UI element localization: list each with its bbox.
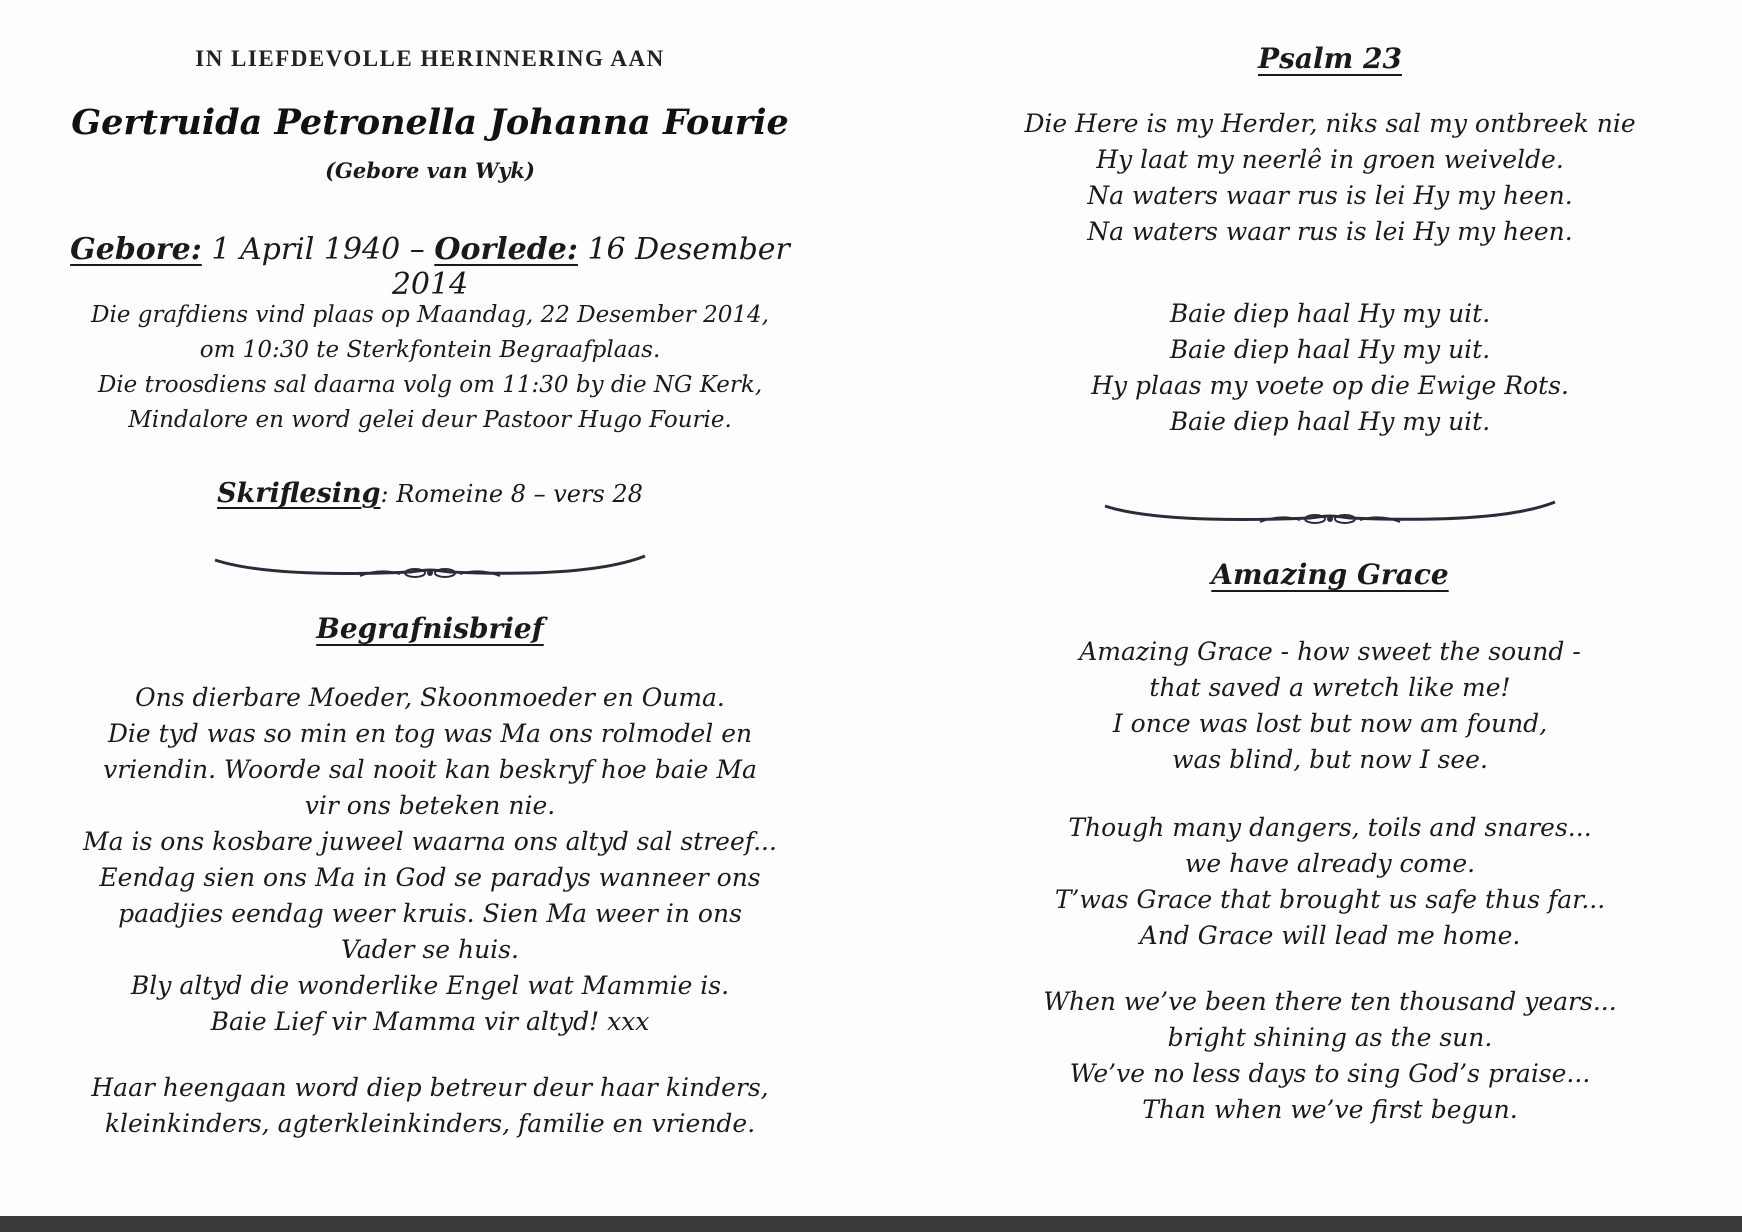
- letter-line: Eendag sien ons Ma in God se paradys wanneer ons: [99, 863, 761, 892]
- letter-line: Baie Lief vir Mamma vir altyd! xxx: [210, 1007, 650, 1036]
- verse-line: Though many dangers, toils and snares...: [1068, 813, 1592, 842]
- flourish-divider-icon: [960, 494, 1700, 534]
- died-date: 16 Desember 2014: [391, 232, 790, 302]
- verse-line: bright shining as the sun.: [1167, 1023, 1493, 1052]
- scan-edge: [0, 1216, 1742, 1232]
- date-dash: –: [409, 232, 425, 267]
- verse-line: We’ve no less days to sing God’s praise...: [1069, 1059, 1591, 1088]
- service-line: Die grafdiens vind plaas op Maandag, 22 Desember 2014,: [91, 302, 769, 328]
- grace-verse-3: [960, 984, 1700, 1128]
- verse-line: Na waters waar rus is lei Hy my heen.: [1087, 181, 1573, 210]
- psalm-verse-2: [960, 296, 1700, 440]
- letter-line: vir ons beteken nie.: [304, 791, 556, 820]
- verse-line: Na waters waar rus is lei Hy my heen.: [1087, 217, 1573, 246]
- verse-line: we have already come.: [1184, 849, 1476, 878]
- verse-line: that saved a wretch like me!: [1149, 673, 1511, 702]
- letter-line: vriendin. Woorde sal nooit kan beskryf hoe baie Ma: [103, 755, 757, 784]
- service-line: Die troosdiens sal daarna volg om 11:30 by die NG Kerk,: [97, 372, 763, 398]
- verse-line: Baie diep haal Hy my uit.: [1169, 335, 1491, 364]
- verse-line: And Grace will lead me home.: [1139, 921, 1521, 950]
- letter-line: paadjies eendag weer kruis. Sien Ma weer in ons: [118, 899, 742, 928]
- closing-line: Haar heengaan word diep betreur deur haar kinders,: [91, 1073, 769, 1102]
- verse-line: Amazing Grace - how sweet the sound -: [1079, 637, 1581, 666]
- service-line: om 10:30 te Sterkfontein Begraafplaas.: [199, 337, 661, 363]
- closing-line: kleinkinders, agterkleinkinders, familie en vriende.: [104, 1109, 756, 1138]
- deceased-name: Gertruida Petronella Johanna Fourie: [71, 102, 789, 143]
- grace-title: [960, 558, 1700, 591]
- grace-title-text: Amazing Grace: [1211, 558, 1449, 591]
- memorial-heading: IN LIEFDEVOLLE HERINNERING AAN: [195, 46, 665, 71]
- letter-line: Ons dierbare Moeder, Skoonmoeder en Ouma.: [135, 683, 725, 712]
- grace-verse-1: [960, 634, 1700, 778]
- psalm-title-text: Psalm 23: [1258, 42, 1402, 75]
- letter-line: Die tyd was so min en tog was Ma ons rolmodel en: [107, 719, 753, 748]
- verse-line: I once was lost but now am found,: [1112, 709, 1548, 738]
- psalm-verse-1: [960, 106, 1700, 250]
- died-label: Oorlede:: [434, 232, 578, 267]
- maiden-name: (Gebore van Wyk): [325, 158, 535, 183]
- scripture-reading: [60, 478, 800, 509]
- letter-line: Vader se huis.: [341, 935, 519, 964]
- letter-line: Ma is ons kosbare juweel waarna ons altyd sal streef...: [83, 827, 777, 856]
- verse-line: T’was Grace that brought us safe thus far...: [1054, 885, 1606, 914]
- closing-note: [60, 1070, 800, 1142]
- dates-line: [60, 232, 800, 302]
- verse-line: Hy plaas my voete op die Ewige Rots.: [1091, 371, 1569, 400]
- verse-line: was blind, but now I see.: [1172, 745, 1488, 774]
- verse-line: When we’ve been there ten thousand years...: [1043, 987, 1617, 1016]
- service-details: [60, 298, 800, 438]
- verse-line: Die Here is my Herder, niks sal my ontbreek nie: [1024, 109, 1636, 138]
- letter-title-text: Begrafnisbrief: [316, 612, 544, 645]
- verse-line: Hy laat my neerlê in groen weivelde.: [1096, 145, 1564, 174]
- born-date: 1 April 1940: [211, 232, 401, 267]
- born-label: Gebore:: [70, 232, 202, 267]
- verse-line: Baie diep haal Hy my uit.: [1169, 299, 1491, 328]
- verse-line: Baie diep haal Hy my uit.: [1169, 407, 1491, 436]
- letter-line: Bly altyd die wonderlike Engel wat Mammie is.: [130, 971, 730, 1000]
- verse-line: Than when we’ve first begun.: [1142, 1095, 1518, 1124]
- scripture-text: : Romeine 8 – vers 28: [380, 480, 643, 508]
- letter-title: [60, 612, 800, 645]
- psalm-title: [960, 42, 1700, 75]
- scripture-label: Skriflesing: [217, 478, 381, 509]
- flourish-divider-icon: [60, 548, 800, 588]
- service-line: Mindalore en word gelei deur Pastoor Hugo Fourie.: [128, 407, 732, 433]
- funeral-letter: [60, 680, 800, 1040]
- grace-verse-2: [960, 810, 1700, 954]
